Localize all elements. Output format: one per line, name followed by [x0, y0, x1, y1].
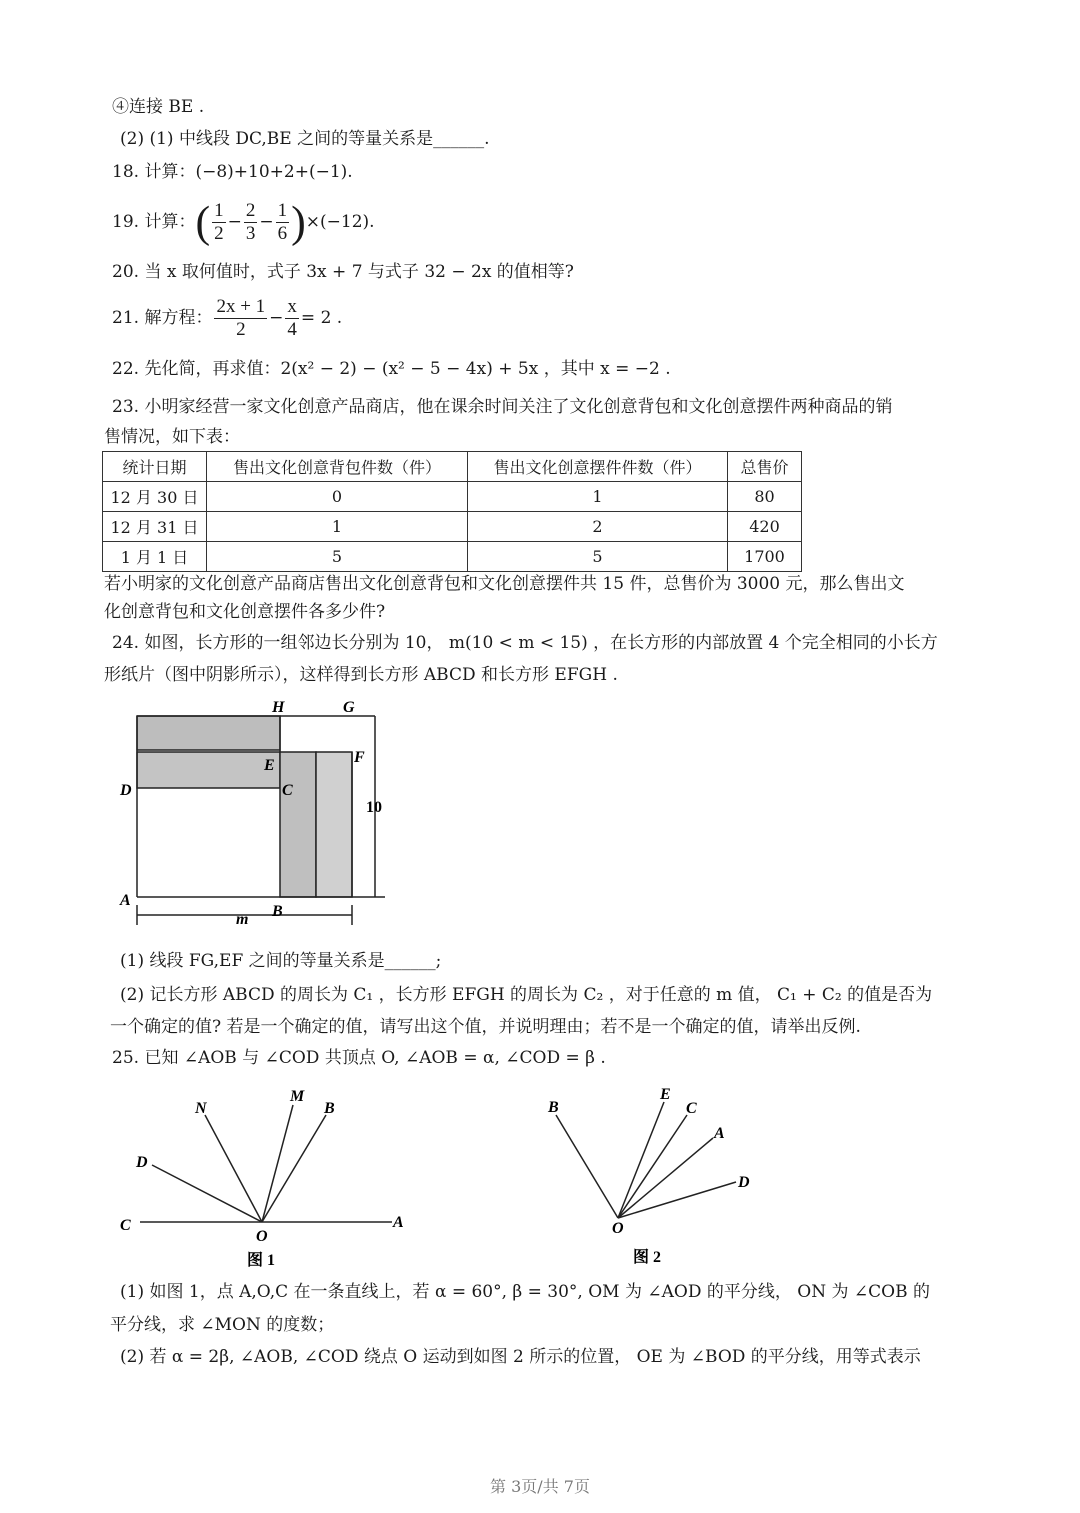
q21-label: 21. 解方程： [112, 308, 213, 328]
svg-text:M: M [290, 1088, 305, 1105]
fraction: $\frac{1}{2}$ [214, 200, 224, 244]
svg-text:B: B [548, 1099, 559, 1116]
table-cell: 12 月 31 日 [103, 512, 207, 542]
svg-text:A: A [393, 1214, 404, 1231]
svg-text:10: 10 [366, 799, 382, 816]
table-cell: 420 [728, 512, 802, 542]
svg-text:m: m [236, 911, 249, 928]
question-22: 22. 先化简，再求值：2(x² − 2) − (x² − 5 − 4x) + 5x ，其中 x = −2 . [112, 359, 671, 379]
q19-label: 19. 计算： [112, 212, 196, 232]
fraction: $\frac{x}{4}$ [287, 296, 297, 340]
step-4-text: ④连接 BE . [112, 97, 205, 117]
svg-text:A: A [714, 1125, 725, 1142]
question-24-line1: 24. 如图，长方形的一组邻边长分别为 10， m(10 < m < 15) ，在长方形的内部放置 4 个完全相同的小长方 [112, 633, 938, 653]
question-25-part1: (1) 如图 1，点 A,O,C 在一条直线上，若 α = 60°, β = 30°, OM 为 ∠AOD 的平分线， ON 为 ∠COB 的 [120, 1282, 930, 1302]
svg-text:C: C [282, 782, 293, 799]
figure-24-rectangles [137, 716, 385, 925]
svg-text:C: C [120, 1217, 131, 1234]
table-cell: 80 [728, 482, 802, 512]
figure-1-labels [120, 1088, 404, 1269]
table-header: 统计日期 [103, 452, 207, 482]
svg-text:O: O [256, 1228, 268, 1245]
question-18: 18. 计算：(−8)+10+2+(−1). [112, 162, 353, 182]
svg-text:A: A [120, 892, 131, 909]
question-25-part1-cont: 平分线，求 ∠MON 的度数； [110, 1315, 335, 1335]
table-cell: 1 [207, 512, 468, 542]
svg-text:C: C [686, 1100, 697, 1117]
table-cell: 5 [207, 542, 468, 572]
q21-suffix: = 2 . [300, 308, 343, 328]
svg-text:D: D [136, 1154, 148, 1171]
question-23-line1: 23. 小明家经营一家文化创意产品商店，他在课余时间关注了文化创意背包和文化创意摆件两种商品的销 [112, 397, 893, 417]
table-cell: 2 [468, 512, 728, 542]
fraction: $\frac{2x + 1}{2}$ [216, 296, 266, 340]
question-24-part2-cont: 一个确定的值? 若是一个确定的值，请写出这个值，并说明理由；若不是一个确定的值，请举出反例. [110, 1017, 861, 1037]
question-17-2: (2) (1) 中线段 DC,BE 之间的等量关系是______. [120, 129, 490, 149]
question-25: 25. 已知 ∠AOB 与 ∠COD 共顶点 O, ∠AOB = α, ∠COD = β . [112, 1048, 606, 1068]
table-cell: 0 [207, 482, 468, 512]
fraction: $\frac{2}{3}$ [245, 200, 256, 244]
q19-suffix: ×(−12). [305, 212, 375, 232]
svg-text:D: D [738, 1174, 750, 1191]
svg-text:N: N [195, 1100, 207, 1117]
figure-2-lines [556, 1102, 736, 1218]
table-cell: 1 月 1 日 [103, 542, 207, 572]
table-cell: 12 月 30 日 [103, 482, 207, 512]
question-23-line4: 化创意背包和文化创意摆件各多少件? [104, 602, 386, 622]
table-header: 总售价 [728, 452, 802, 482]
question-20: 20. 当 x 取何值时，式子 3x + 7 与式子 32 − 2x 的值相等? [112, 262, 574, 282]
table-cell: 5 [468, 542, 728, 572]
table-cell: 1 [468, 482, 728, 512]
svg-text:G: G [343, 699, 355, 716]
svg-text:E: E [660, 1086, 671, 1103]
svg-text:B: B [324, 1100, 335, 1117]
svg-text:E: E [264, 757, 275, 774]
svg-text:图 1: 图 1 [247, 1252, 276, 1269]
question-24-line2: 形纸片（图中阴影所示），这样得到长方形 ABCD 和长方形 EFGH . [104, 665, 618, 685]
svg-text:D: D [120, 782, 132, 799]
page-footer: 第 3页/共 7页 [490, 1477, 590, 1496]
question-23-line3: 若小明家的文化创意产品商店售出文化创意背包和文化创意摆件共 15 件，总售价为 3000 元，那么售出文 [104, 574, 905, 594]
svg-text:O: O [612, 1220, 624, 1237]
svg-text:图 2: 图 2 [633, 1249, 662, 1266]
question-23-line2: 售情况，如下表： [104, 427, 240, 447]
svg-text:F: F [354, 749, 365, 766]
question-21: 21. 解方程： $\frac{2x + 1}{2}$ − $\frac{x}{4}$ = 2 . [112, 296, 343, 340]
figure-1-lines [140, 1105, 392, 1222]
svg-text:H: H [272, 699, 285, 716]
question-24-part2: (2) 记长方形 ABCD 的周长为 C₁ ，长方形 EFGH 的周长为 C₂ ，对于任意的 m 值， C₁ + C₂ 的值是否为 [120, 985, 933, 1005]
figure-2-labels [547, 1086, 750, 1266]
question-24-part1: (1) 线段 FG,EF 之间的等量关系是______; [120, 951, 442, 971]
table-cell: 1700 [728, 542, 802, 572]
table-header: 售出文化创意摆件件数（件） [468, 452, 728, 482]
svg-text:B: B [272, 903, 283, 920]
table-header: 售出文化创意背包件数（件） [207, 452, 468, 482]
question-19: 19. 计算：( $\frac{1}{2}$ − $\frac{2}{3}$ − $\frac{1}{6}$ )×(−12). [112, 197, 375, 247]
fraction: $\frac{1}{6}$ [277, 200, 288, 244]
question-25-part2: (2) 若 α = 2β, ∠AOB, ∠COD 绕点 O 运动到如图 2 所示的位置， OE 为 ∠BOD 的平分线，用等式表示 [120, 1347, 921, 1367]
